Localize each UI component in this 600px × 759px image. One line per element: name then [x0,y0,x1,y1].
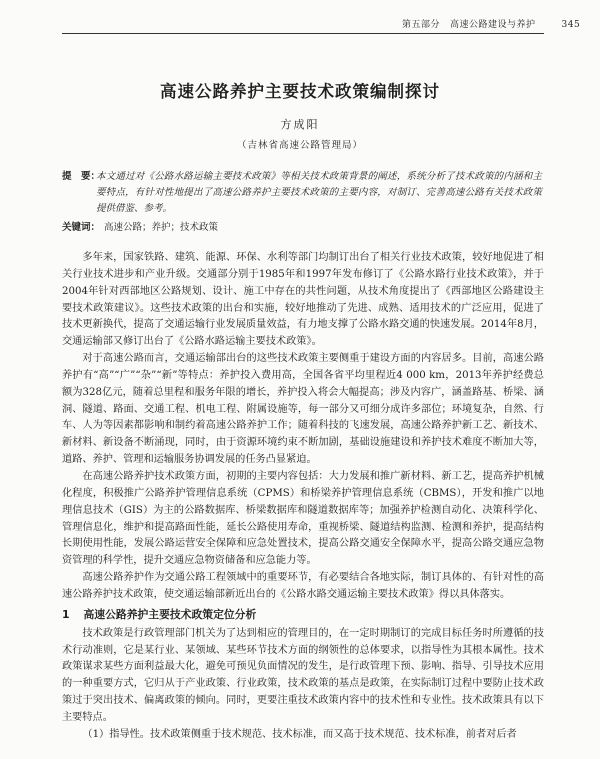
keywords-label: 关键词： [62,222,101,233]
abstract-label: 提 要： [62,171,101,182]
body-paragraph: 在高速公路养护技术政策方面，初期的主要内容包括：大力发展和推广新材料、新工艺，提高养护机械化程度，积极推广公路养护管理信息系统（CPMS）和桥梁养护管理信息系统（CBMS），开发和推广以地理信息技术（GIS）为主的公路数据库、桥梁数据库和隧道数据库等；加强养护检测自动化、决策科学化、管理信息化，维护和提高路面性能，延长公路使用寿命，重视桥梁、隧道结构监测、检测和养护，提高结构长期使用性能，发展公路运营安全保障和应急处置技术，提高公路交通安全保障水平，提高公路交通应急物资管理的科学性，提升交通应急物资储备和应急能力等。 [62,470,544,567]
body-paragraph: （1）指导性。技术政策侧重于技术规范、技术标准，而又高于技术规范、技术标准，前者对后者 [82,728,517,740]
page-number: 345 [561,20,581,30]
keywords-text: 高速公路；养护；技术政策 [104,222,219,233]
header-rule [62,33,544,34]
body-paragraph: 技术政策是行政管理部门机关为了达到相应的管理目的，在一定时期制订的完成目标任务时所遵循的技术行动准则，它是某行业、某领域、某些环节技术方面的纲领性的总体要求，以指导性为其根本属性。技术政策谋求某些方面利益最大化，避免可预见负面情况的发生，是行政管理下预、影响、指导、引导技术应用的一种重要方式，它归从于产业政策、行业政策，技术政策的基点是政策，在实际制订过程中要防止技术政策过于突出技术、偏离政策的倾向。同时，更要注重技术政策内容中的技术性和专业性。技术政策具有以下主要特点。 [62,627,544,723]
section-title: 高速公路养护主要技术政策定位分析 [83,607,257,621]
article-title: 高速公路养护主要技术政策编制探讨 [160,82,440,101]
article-body [62,250,544,744]
body-paragraph: 多年来，国家铁路、建筑、能源、环保、水利等部门均制订出台了相关行业技术政策，较好地促进了相关行业技术进步和产业升级。交通部分别于1985年和1997年发布修订了《公路水路行业技术政策》，并于2004年针对西部地区公路规划、设计、施工中存在的共性问题，从技术角度提出了《西部地区公路建设主要技术政策建议》。这些技术政策的出台和实施，较好地推动了先进、成熟、适用技术的广泛应用，促进了技术更新换代，提高了交通运输行业发展质量效益，有力地支撑了公路水路交通的快速发展。2014年8月，交通运输部又修订出台了《公路水路运输主要技术政策》。 [62,252,544,348]
section-number: 1 [62,607,70,621]
abstract-block [62,169,542,217]
section-heading [62,606,544,624]
running-header-section: 高速公路建设与养护 [450,20,536,30]
running-header [392,17,580,30]
body-paragraph: 高速公路养护作为交通公路工程领域中的重要环节，有必要结合各地实际，制订具体的、有针对性的高速公路养护技术政策，使交通运输部新近出台的《公路水路交通运输主要技术政策》得以具体落实。 [62,572,544,600]
running-header-part: 第五部分 [402,20,441,30]
article-author: 方成阳 [280,118,320,131]
article-affiliation: （吉林省高速公路管理局） [236,140,363,151]
keywords-block [62,219,542,233]
abstract-text: 本文通过对《公路水路运输主要技术政策》等相关技术政策背景的阐述，系统分析了技术政策的内涵和主要特点，有针对性地提出了高速公路养护主要技术政策的主要内容，对制订、完善高速公路有关技术政策提供借鉴、参考。 [96,171,542,214]
body-paragraph: 对于高速公路而言，交通运输部出台的这些技术政策主要侧重于建设方面的内容居多。目前，高速公路养护有“高”“广”“杂”“新”等特点：养护投入费用高，全国各省平均里程近4 000 km，2013年养护经费总额为328亿元，随着总里程和服务年限的增长，养护投入将会大幅提高；涉及内容广，涵盖路基、桥梁、涵洞、隧道、路面、交通工程、机电工程、附属设施等，每一部分又可细分成许多部位；环境复杂，自然、行车、人为等因素都影响和制约着高速公路养护工作；随着科技的飞速发展，高速公路养护新工艺、新技术、新材料、新设备不断涌现，同时，由于资源环境约束不断加剧，基础设施建设和养护技术难度不断加大等，道路、养护、管理和运输服务协调发展的任务凸显紧迫。 [62,353,544,466]
